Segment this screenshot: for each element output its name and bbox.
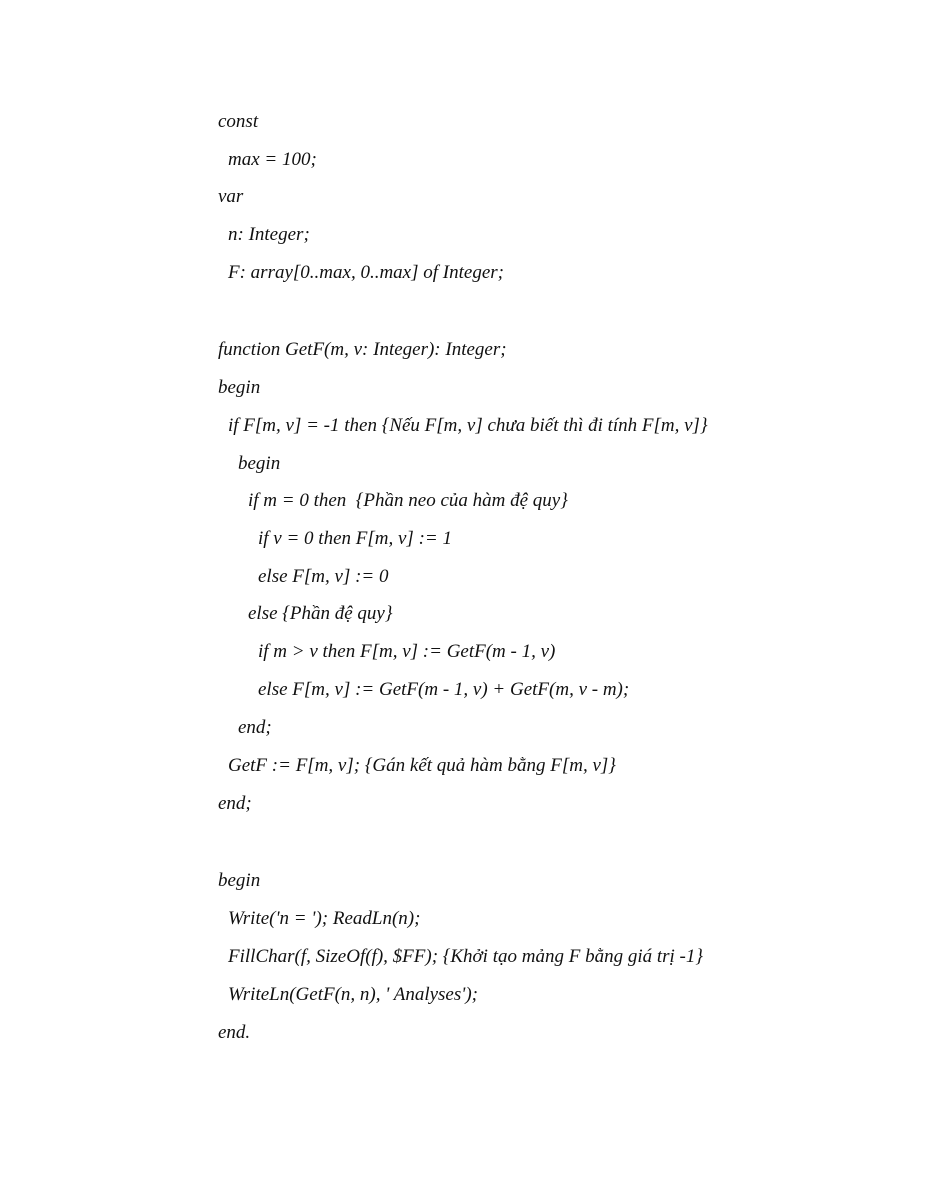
code-line-else-recursive: else {Phần đệ quy} bbox=[248, 603, 393, 624]
code-line-inner-end: end; bbox=[238, 717, 272, 738]
code-line-var: var bbox=[218, 186, 244, 207]
code-line-fillchar: FillChar(f, SizeOf(f), $FF); {Khởi tạo mảng F bằng giá trị -1} bbox=[228, 946, 703, 967]
code-line-getf-assign: GetF := F[m, v]; {Gán kết quả hàm bằng F[m, v]} bbox=[228, 755, 616, 776]
code-line-if-m-gt-v: if m > v then F[m, v] := GetF(m - 1, v) bbox=[258, 641, 556, 662]
code-line-if-m-zero: if m = 0 then {Phần neo của hàm đệ quy} bbox=[248, 490, 568, 511]
code-line-else-sum: else F[m, v] := GetF(m - 1, v) + GetF(m, v - m); bbox=[258, 679, 630, 700]
code-line-function-header: function GetF(m, v: Integer): Integer; bbox=[218, 339, 507, 360]
code-line-else-zero: else F[m, v] := 0 bbox=[258, 566, 389, 587]
code-line-func-begin: begin bbox=[218, 377, 261, 398]
code-line-inner-begin: begin bbox=[238, 453, 281, 474]
code-line-const: const bbox=[218, 111, 259, 132]
code-line-f-decl: F: array[0..max, 0..max] of Integer; bbox=[228, 262, 504, 283]
code-line-func-end: end; bbox=[218, 793, 252, 814]
code-line-main-begin: begin bbox=[218, 870, 261, 891]
code-line-write-readln: Write('n = '); ReadLn(n); bbox=[228, 908, 421, 929]
code-line-max: max = 100; bbox=[228, 149, 317, 170]
code-line-if-unknown: if F[m, v] = -1 then {Nếu F[m, v] chưa biết thì đi tính F[m, v]} bbox=[228, 415, 708, 436]
code-line-n-decl: n: Integer; bbox=[228, 224, 310, 245]
code-line-if-v-zero: if v = 0 then F[m, v] := 1 bbox=[258, 528, 452, 549]
code-line-writeln: WriteLn(GetF(n, n), ' Analyses'); bbox=[228, 984, 478, 1005]
code-line-main-end: end. bbox=[218, 1022, 251, 1043]
